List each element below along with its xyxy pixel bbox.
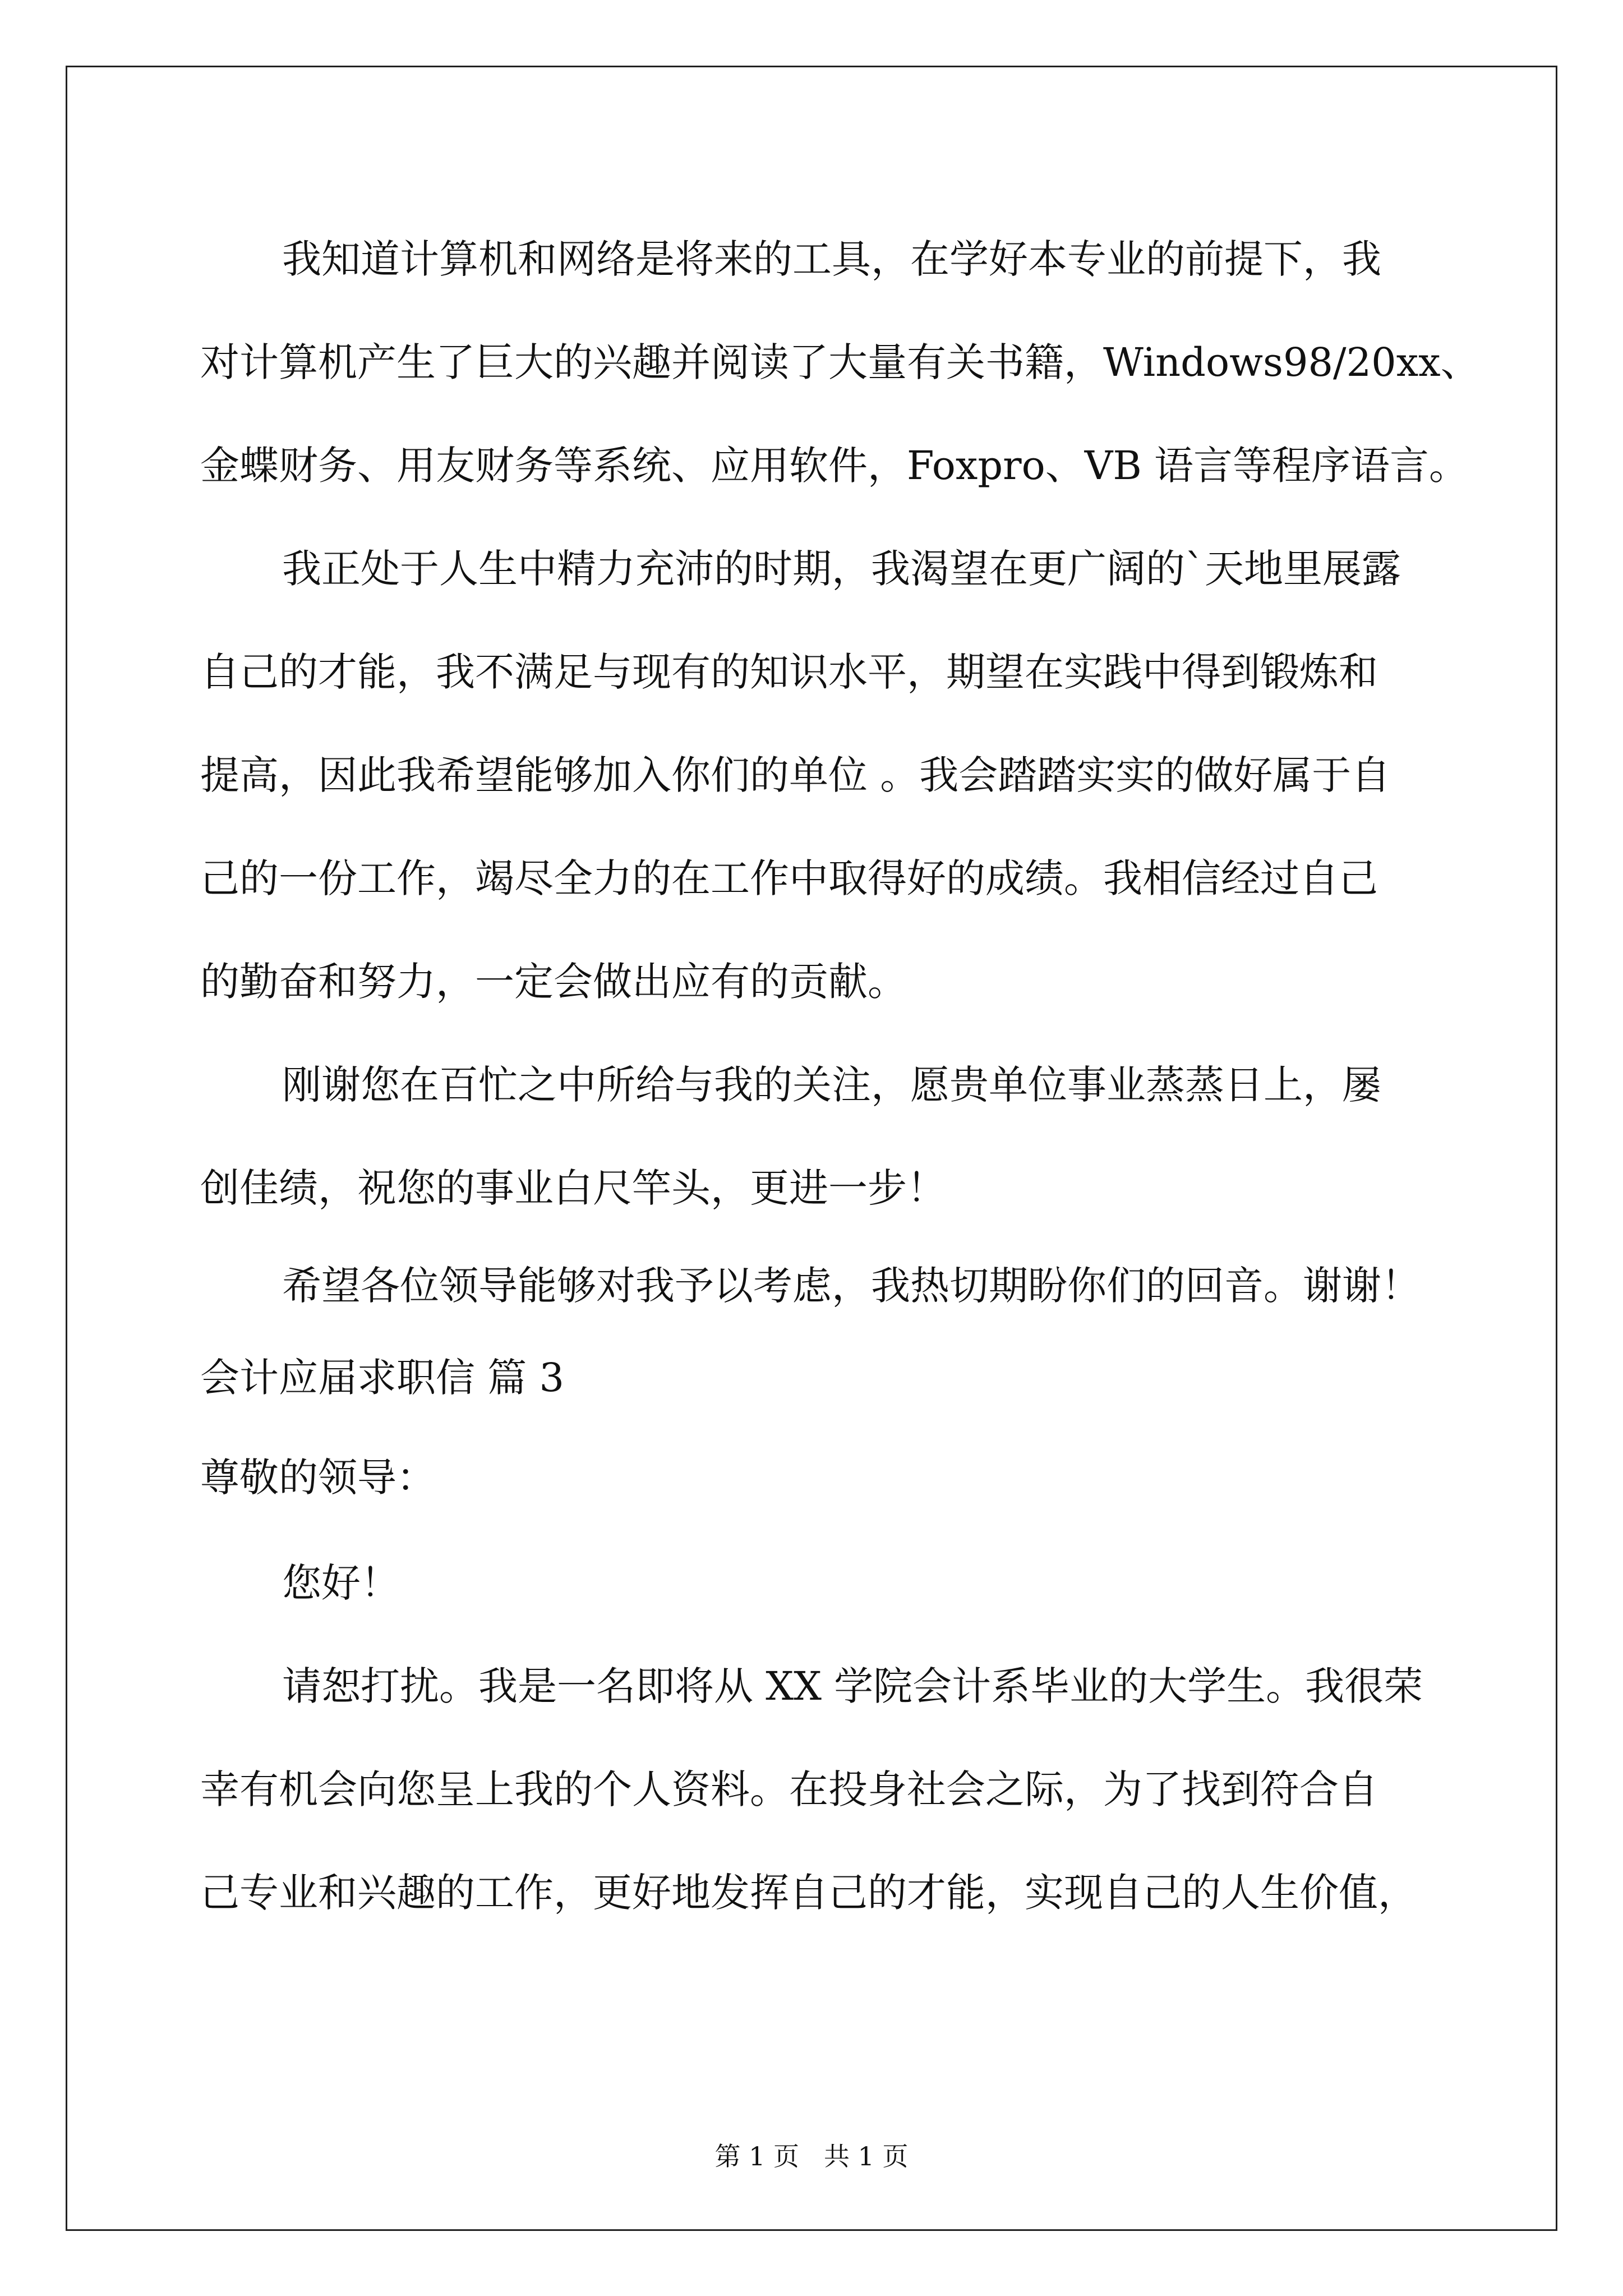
text-line: 己的一份工作，竭尽全力的在工作中取得好的成绩。我相信经过自己: [200, 855, 1378, 901]
text-line: 金蝶财务、用友财务等系统、应用软件，Foxpro、VB 语言等程序语言。: [200, 443, 1469, 489]
paragraph-thanks: [200, 1033, 1440, 1240]
text-line: 自己的才能，我不满足与现有的知识水平，期望在实践中得到锻炼和: [200, 649, 1378, 695]
text-line: 提高，因此我希望能够加入你们的单位 。我会踏踏实实的做好属于自: [200, 752, 1391, 798]
paragraph-introduction: [200, 1635, 1440, 1944]
text-line: 的勤奋和努力，一定会做出应有的贡献。: [200, 959, 907, 1005]
text-line: 希望各位领导能够对我予以考虑，我热切期盼你们的回音。谢谢！: [282, 1263, 1421, 1309]
paragraph-ambition: [200, 517, 1440, 1033]
page-number-total: 共 1 页: [824, 2141, 909, 2171]
paragraph-closing-request: [200, 1240, 1440, 1332]
salutation: 尊敬的领导：: [200, 1455, 436, 1501]
page-number-current: 第 1 页: [714, 2141, 799, 2171]
document-body: [200, 208, 1480, 1944]
text-line: 创佳绩，祝您的事业白尺竿头，更进一步！: [200, 1165, 946, 1211]
text-line: 我正处于人生中精力充沛的时期，我渴望在更广阔的`天地里展露: [282, 546, 1401, 592]
paragraph-computer-skills: [200, 208, 1480, 517]
page-footer: [0, 2136, 1623, 2173]
text-line: 己专业和兴趣的工作，更好地发挥自己的才能，实现自己的人生价值，: [200, 1870, 1417, 1916]
text-line: 刚谢您在百忙之中所给与我的关注，愿贵单位事业蒸蒸日上，屡: [282, 1062, 1381, 1108]
text-line: 我知道计算机和网络是将来的工具，在学好本专业的前提下，我: [282, 236, 1381, 282]
section-title: 会计应届求职信 篇 3: [200, 1355, 565, 1401]
greeting: 您好！: [282, 1560, 400, 1606]
text-line: 请恕打扰。我是一名即将从 XX 学院会计系毕业的大学生。我很荣: [282, 1663, 1423, 1709]
text-line: 对计算机产生了巨大的兴趣并阅读了大量有关书籍，Windows98/20xx、: [200, 339, 1480, 385]
text-line: 幸有机会向您呈上我的个人资料。在投身社会之际，为了找到符合自: [200, 1766, 1378, 1812]
